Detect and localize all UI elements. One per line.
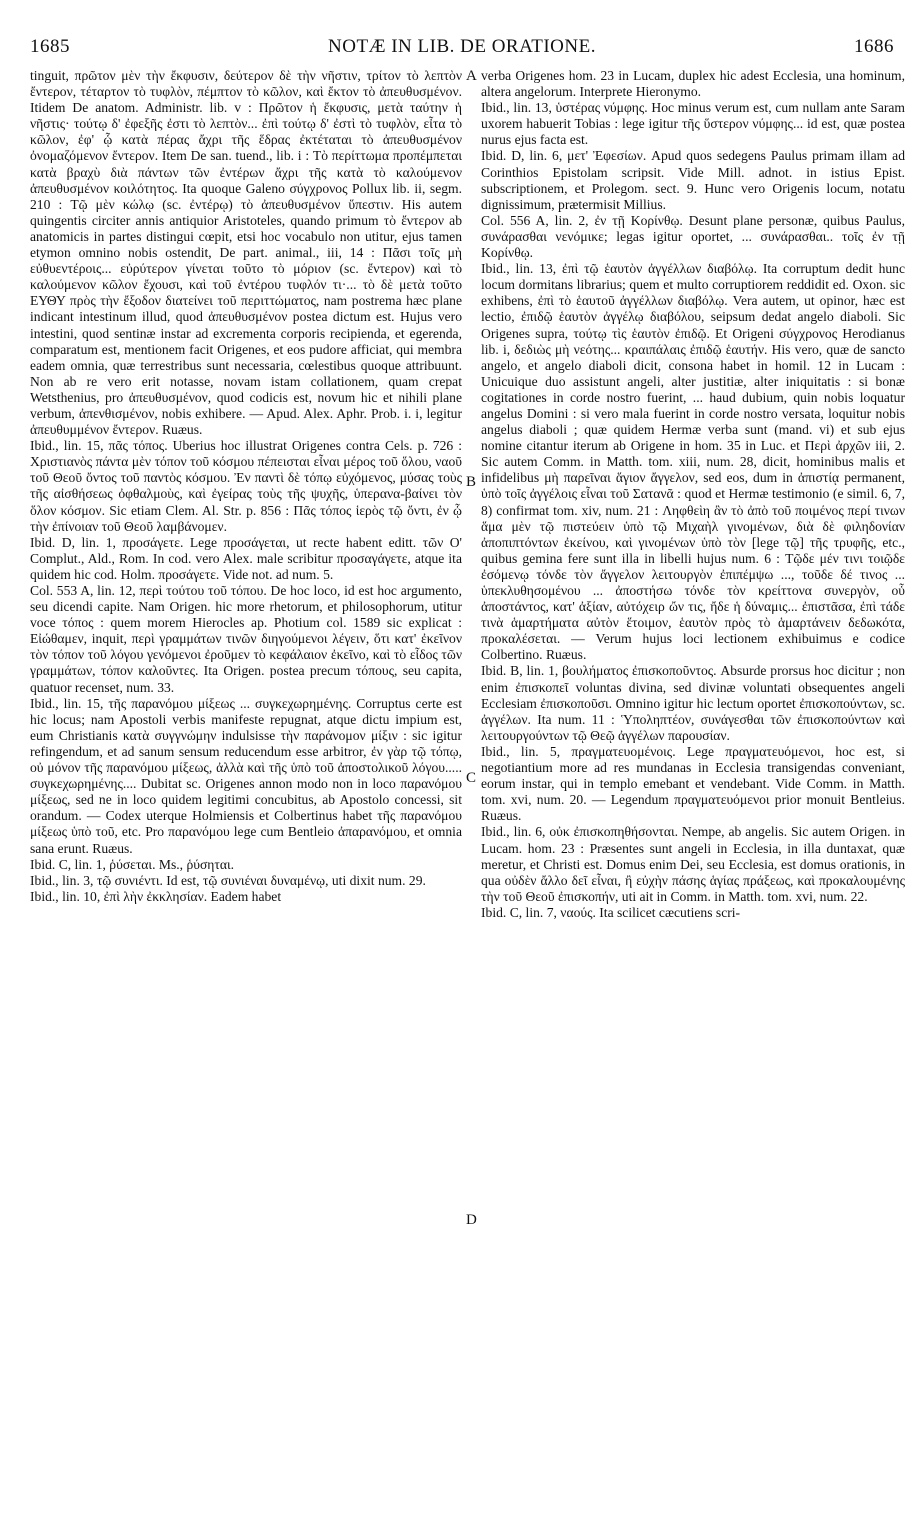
note-paragraph: Ibid. D, lin. 1, προσάγετε. Lege προσάγεται, ut recte habent editt. τῶν Ο' Complut., Ald., Rom. In cod. vero Alex. male scribitur προσαγάγετε, atque ita quidem hic cod. Holm. προσάγετε. Vide not. ad num. 5.	[30, 534, 462, 582]
margin-marker-c: C	[466, 770, 477, 786]
note-paragraph: Ibid., lin. 5, πραγματευομένοις. Lege πραγματευόμενοι, hoc est, si negotiantium more ad res mundanas in Ecclesia transigendas conveniant, eorum instar, qui in templo emebant et vendebant. Vide Comm. in Matth. tom. xvi, num. 20. — Legendum πραγματευόμενοι prior monuit Bentleius. Ruæus.	[481, 743, 905, 824]
note-paragraph: Ibid., lin. 6, οὐκ ἐπισκοπηθήσονται. Nempe, ab angelis. Sic autem Origen. in Lucam. hom. 23 : Præsentes sunt angeli in Ecclesia, in illa duntaxat, quæ meretur, et Christi est. Domus enim Dei, seu Ecclesia, est domus orationis, in qua οὐδὲν ἄλλο δεῖ εἶναι, ἢ εὐχὴν πάσης ἁγίας πράξεως, καὶ προκαλουμένης τὴν τοῦ Θεοῦ ἐπισκοπήν, uti ait in Comm. in Matth. tom. xvi, num. 22.	[481, 824, 905, 904]
margin-marker-a: A	[466, 68, 477, 84]
note-paragraph: Ibid., lin. 13, ἐπὶ τῷ ἑαυτὸν ἀγγέλλων διαβόλῳ. Ita corruptum dedit hunc locum dormitans librarius; quem et multo corruptiorem reddidit ed. Oxon. sic exhibens, ἐπὶ τὸ ἑαυτοῦ ἀγγέλλων διαβόλῳ. Vera autem, ut opinor, hæc est lectio, ἐπιδῷ ἑαυτὸν ἀγγέλῳ διαβόλου, seipsum dedat angelo diaboli. Sic Origenes supra, τούτῳ τὶς ἑαυτὸν ἐπιδῷ. Et Origeni σύγχρονος Herodianus lib. i, δεδιὼς μὴ νεότης... κραιπάλαις ἐπιδῷ ἑαυτήν. His vero, quæ de sancto angelo, et angelo diaboli dicit, consona habet in homil. 12 in Lucam : Unicuique duo assistunt angeli, alter justitiæ, alter iniquitatis : si bonæ cogitationes in corde nostro fuerint, ... haud dubium, quin nobis loquatur angelus Domini : si vero mala fuerint in corde nostro versata, loquitur nobis angelus diaboli ; quæ quidem Hermæ verba sunt (mand. vi) et sub ejus nomine citantur iterum ab Origene in hom. 35 in Luc. et Περὶ ἀρχῶν iii, 2. Sic autem Comm. in Matth. tom. xiii, num. 28, dicit, hominibus malis et infidelibus μὴ παρεῖναι ἅγιον ἄγγελον, sed eos, dum in ἀπιστίᾳ permanent, ὑπὸ τοῖς ἀγγέλοις εἶναι τοῦ Σατανᾶ : quod et Hermæ testimonio (e simil. 6, 7, 8) confirmat tom. xiv, num. 21 : Ληφθεὶη ἂν τὸ ἀπὸ τοῦ ποιμένος περί τινων ἅμα μὲν τῷ πιστεύειν ὑπὸ τῷ Μιχαὴλ γινομένων, διὰ δὲ φιληδονίαν ἀποπιπτόντων ἐκείνου, καὶ γινομένων ὑπὸ τὸν [lege τῷ] τῆς τρυφῆς, etc., quibus gemina fere sunt illa in libelli hujus num. 6 : Τῷδε μέν τινι τοιῷδε ἐσόμενῳ τόνδε τὸν ἄγγελον λειτουργὸν ἐπιπέμψω ..., τοῦδε δέ τινος ... ὑπεκλυθησομένου ... ἀποστήσω τόνδε τὸν κρείττονα συνεργὸν, οὗ ἀποστάντος, κατ' ἀξίαν, αὐτόχειρ ὤν τις, ἤδε ἡ δύναμις... ἐπιστᾶσα, ἐπὶ τάδε τινὰ ἁμαρτήματα αὐτὸν ἕτοιμον, ἑαυτὸν πρὸς τὸ ἁμαρτάνειν δεδωκότα, προκαλέσεται. — Verum hujus loci lectionem exhibuimus e codice Colbertino. Ruæus.	[481, 261, 905, 663]
note-paragraph: Ibid., lin. 13, ὑστέρας νύμφης. Hoc minus verum est, cum nullam ante Saram uxorem habuerit Tobias : lege igitur τῆς ὕστερον νύμφης... id est, quæ postea nurus ejus facta est.	[481, 100, 905, 148]
note-paragraph: Ibid. B, lin. 1, βουλήματος ἐπισκοποῦντος. Absurde prorsus hoc dicitur ; non enim ἐπισκοπεῖ voluntas divina, sed divinæ voluntati obsequentes angeli Ecclesiam ἐπισκοποῦσι. Omnino igitur hic lectum oportet ἐπισκοπούντων, sc. ἀγγέλων. Ita num. 11 : Ὑποληπτέον, συνάγεσθαι τῶν ἐπισκοπούντων καὶ λειτουργούντων τῷ Θεῷ ἀγγέλων παρουσίαν.	[481, 663, 905, 743]
margin-marker-d: D	[466, 1212, 477, 1228]
margin-marker-b: B	[466, 474, 477, 490]
note-paragraph: Ibid. D, lin. 6, μετ' Ἐφεσίων. Apud quos sedegens Paulus primam illam ad Corinthios Epistolam scripsit. Vide Mill. adnot. in istius Epist. subscriptionem, et Prolegom. sect. 9. Hunc vero Origenis locum, notatu dignissimum, prætermisit Millius.	[481, 148, 905, 212]
note-paragraph: Ibid. C, lin. 7, ναούς. Ita scilicet cæcutiens scri-	[481, 904, 741, 920]
left-column	[30, 68, 462, 905]
note-paragraph: Col. 556 A, lin. 2, ἐν τῇ Κορίνθῳ. Desunt plane personæ, quibus Paulus, συνάρασθαι νενόμικε; legas igitur oportet, ... συνάρασθαι.. τοῖς ἐν τῇ Κορίνθῳ.	[481, 212, 905, 261]
note-paragraph: Ibid., lin. 10, ἐπὶ λὴν ἐκκλησίαν. Eadem habet	[30, 888, 282, 904]
note-paragraph: verba Origenes hom. 23 in Lucam, duplex hic adest Ecclesia, una hominum, altera angelorum. Interprete Hieronymo.	[481, 68, 905, 100]
page-number-right: 1686	[854, 36, 894, 57]
note-paragraph: Ibid., lin. 15, πᾶς τόπος. Uberius hoc illustrat Origenes contra Cels. p. 726 : Χριστιανὸς πάντα μὲν τόπον τοῦ κόσμου πέπεισται εἶναι μέρος τοῦ ὅλου, ναοῦ τοῦ Θεοῦ ὄντος τοῦ παντὸς κόσμου. Ἐν παντὶ δὲ τόπῳ εὐχόμενος, μύσας τοὺς τῆς αἰσθήσεως ὀφθαλμοὺς, καὶ ἐγείρας τοὺς τῆς ψυχῆς, ὑπερανα-βαίνει τὸν ὅλον κόσμον. Sic etiam Clem. Al. Str. p. 856 : Πᾶς τόπος ἱερὸς τῷ ὄντι, ἐν ᾧ τὴν ἐπίνοιαν τοῦ Θεοῦ λαμβάνομεν.	[30, 438, 462, 534]
note-paragraph: tinguit, πρῶτον μὲν τὴν ἔκφυσιν, δεύτερον δὲ τὴν νῆστιν, τρίτον τὸ λεπτὸν ἔντερον, τέταρτον τὸ τυφλὸν, πέμπτον τὸ κῶλον, καὶ ἔκτον τὸ ἀπευθυσμένον. Itidem De anatom. Administr. lib. v : Πρῶτον ἡ ἔκφυσις, μετὰ ταύτην ἡ νῆστις· τούτῳ δ' ἐφεξῆς ἐστι τὸ λεπτὸν... ἐπὶ τούτῳ δ' ἐστὶ τὸ τυφλὸν, εἶτα τὸ κῶλον, ἐφ' ᾧ κατὰ πέρας ἄχρι τῆς ἕδρας ἐκτέταται τὸ ἀπευθυσμένον ὀνομαζόμενον ἔντερον. Item De san. tuend., lib. i : Τὸ περίττωμα προπέμπεται κατὰ βραχὺ διὰ πάντων τῶν ἐντέρων ἄχρι τῆς κατὰ τὸ καλούμενον ἀπευθυσμένον κοιλότητος. Ita quoque Galeno σύγχρονος Pollux lib. ii, segm. 210 : Τῷ μὲν κώλῳ (sc. ἐντέρῳ) τὸ ἀπευθυσμένον ὕπεστιν. His autem quingentis circiter annis antiquior Aristoteles, quando primum τὸ ἔντερον ab anatomicis in partes distingui cœpit, etsi hoc vocabulo non utitur, ejus tamen etymon omnino nobis ostendit, De part. animal., iii, 14 : Πᾶσι τοῖς μὴ εὐθυεντέροις... εὐρύτερον γίνεται τοῦτο τὸ μόριον (sc. ἔντερον) καὶ τὸ καλούμενον κῶλον ἔχουσι, καὶ τοῦ ἐντέρου τυφλόν τι·... τὸ δὲ μετὰ τοῦτο ΕΥΘΥ πρὸς τὴν ἔξοδον διατείνει τοῦ περιττώματος, nam postrema hæc plane indicant intestinum illud, quod ἀπευθυσμένον postea dictum est. Hujus vero intestini, quod sentinæ instar ad excrementa corporis recipienda, et egerenda, comparatum est, mentionem facit Origenes, et eos pudore afficiat, qui membra eadem omnia, quæ terrestribus sunt necessaria, cœlestibus quoque attribuunt. Non ab re vero erit notasse, novam istam collationem, quam crepat Wetsthenius, pro ἀπευθυσμένον, quod codicis est, novum hic et nihili plane verbum, ἀπενθισμένον, nobis exhibere. — Apud. Alex. Aphr. Prob. i. i, legitur ἀπευθυμμένον ἔντερον. Ruæus.	[30, 68, 462, 438]
note-paragraph: Ibid., lin. 15, τῆς παρανόμου μίξεως ... συγκεχωρημένης. Corruptus certe est hic locus; nam Apostoli verbis manifeste repugnat, atque dictu impium est, eum Christianis κατὰ συγγνώμην indulsisse τὴν παράνομον μίξιν : sic igitur refingendum, et ad sanum sensum reducendum esse arbitror, ἐν γὰρ τῷ τόπῳ, οὐ μόνον τῆς παρανόμου μίξεως, ἀλλὰ καὶ τῆς ὑπὸ τοῦ ἀποστολικοῦ λόγου..... συγκεχωρημένης.... Dubitat sc. Origenes annon modo non in loco παρανόμου μίξεως, sed ne in loco quidem legitimi concubitus, ab Apostolo concessi, sit orandum. — Codex uterque Holmiensis et Colbertinus habet τῆς παρανόμου μίξεως ὑπὸ τοῦ, etc. Pro παρανόμου lege cum Bentleio ἀπαρανόμου, et omnia sana erunt. Ruæus.	[30, 695, 462, 856]
note-paragraph: Col. 553 A, lin. 12, περὶ τούτου τοῦ τόπου. De hoc loco, id est hoc argumento, seu dicendi capite. Nam Origen. hic more rhetorum, et philosophorum, utitur voce τόπος : quem morem Hierocles ap. Photium col. 1589 sic explicat : Εἰώθαμεν, inquit, περὶ γραμμάτων τινῶν διηγούμενοι λέγειν, ὅτι κατ' ἐκεῖνον τὸν τόπον τοῦ λόγου γενόμενοι ἐροῦμεν τὸ κεφάλαιον ἐκεῖνο, καὶ τὸ εἶδος τῶν γραμμάτων, τόπον καλοῦντες. Ita Origen. postea precum τόπους, seu capita, quatuor recenset, num. 33.	[30, 583, 462, 695]
note-paragraph: Ibid., lin. 3, τῷ συνιέντι. Id est, τῷ συνιέναι δυναμένῳ, uti dixit num. 29.	[30, 872, 426, 888]
running-title: NOTÆ IN LIB. DE ORATIONE.	[328, 36, 596, 57]
page-number-left: 1685	[30, 36, 70, 57]
right-column	[481, 68, 905, 921]
note-paragraph: Ibid. C, lin. 1, ῥύσεται. Ms., ῥύσηται.	[30, 856, 235, 872]
running-header	[30, 36, 894, 64]
